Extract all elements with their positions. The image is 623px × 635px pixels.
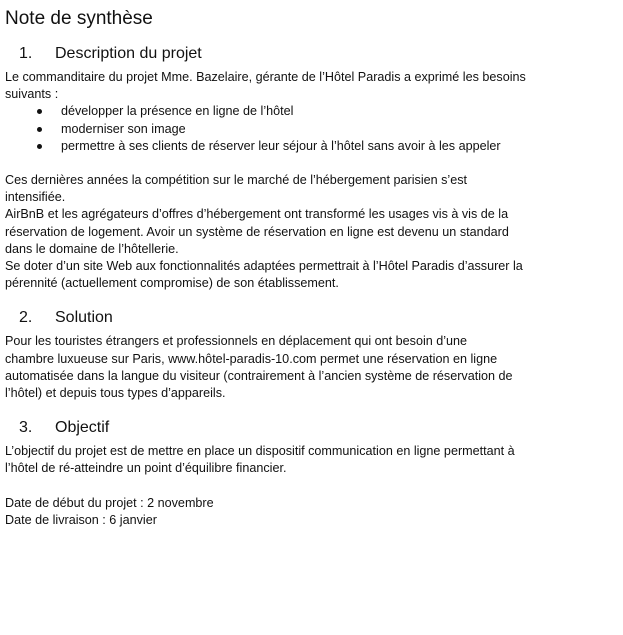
objective-paragraph xyxy=(5,443,613,477)
section-description xyxy=(5,44,613,292)
list-item xyxy=(5,138,613,155)
bullet-icon xyxy=(37,144,42,149)
delivery-date: Date de livraison : 6 janvier xyxy=(5,512,157,527)
list-item-text: développer la présence en ligne de l’hôtel xyxy=(61,104,294,119)
text-line: AirBnB et les agrégateurs d’offres d’hébergement ont transformé les usages vis à vis de la xyxy=(5,207,509,222)
start-date: Date de début du projet : 2 novembre xyxy=(5,495,214,510)
intro-paragraph xyxy=(5,69,613,103)
context-paragraph xyxy=(5,172,613,292)
section-objective xyxy=(5,418,613,477)
text-line: Le commanditaire du projet Mme. Bazelaire, gérante de l’Hôtel Paradis a exprimé les besoins xyxy=(5,70,526,84)
list-item xyxy=(5,121,613,138)
section-heading-description xyxy=(5,44,613,64)
text-line: suivants : xyxy=(5,87,59,102)
document-title: Note de synthèse xyxy=(5,8,153,29)
project-dates xyxy=(5,495,613,529)
text-line: Se doter d’un site Web aux fonctionnalités adaptées permettrait à l’Hôtel Paradis d’assurer la xyxy=(5,259,523,274)
solution-paragraph xyxy=(5,333,613,402)
text-line: pérennité (actuellement compromise) de son établissement. xyxy=(5,276,339,291)
text-line: automatisée dans la langue du visiteur (contrairement à l’ancien système de réservation de xyxy=(5,368,513,383)
text-line: intensifiée. xyxy=(5,190,66,205)
section-solution xyxy=(5,308,613,402)
section-number: 2. xyxy=(19,309,33,327)
section-title: Description du projet xyxy=(55,45,202,62)
text-line: dans le domaine de l’hôtellerie. xyxy=(5,241,179,256)
bullet-icon xyxy=(37,109,42,114)
text-line: réservation de logement. Avoir un système de réservation en ligne est devenu un standard xyxy=(5,224,509,239)
list-item-text: permettre à ses clients de réserver leur séjour à l’hôtel sans avoir à les appeler xyxy=(61,138,501,153)
section-title: Objectif xyxy=(55,419,110,437)
section-number: 3. xyxy=(19,419,33,437)
bullet-icon xyxy=(37,127,42,132)
section-title: Solution xyxy=(55,309,113,327)
text-line: l’hôtel) et depuis tous types d’appareils. xyxy=(5,386,226,401)
text-line: Pour les touristes étrangers et professionnels en déplacement qui ont besoin d’une xyxy=(5,334,468,349)
section-number: 1. xyxy=(19,45,33,62)
section-heading-solution xyxy=(5,308,613,328)
spacer xyxy=(5,155,613,172)
text-line: L’objectif du projet est de mettre en place un dispositif communication en ligne permettant à xyxy=(5,444,515,459)
text-line: l’hôtel de ré-atteindre un point d’équilibre financier. xyxy=(5,461,287,476)
text-line: chambre luxueuse sur Paris, www.hôtel-paradis-10.com permet une réservation en ligne xyxy=(5,351,498,366)
needs-list xyxy=(5,103,613,155)
text-line: Ces dernières années la compétition sur le marché de l’hébergement parisien s’est xyxy=(5,173,468,188)
list-item-text: moderniser son image xyxy=(61,121,186,136)
section-heading-objective xyxy=(5,418,613,438)
list-item xyxy=(5,103,613,120)
